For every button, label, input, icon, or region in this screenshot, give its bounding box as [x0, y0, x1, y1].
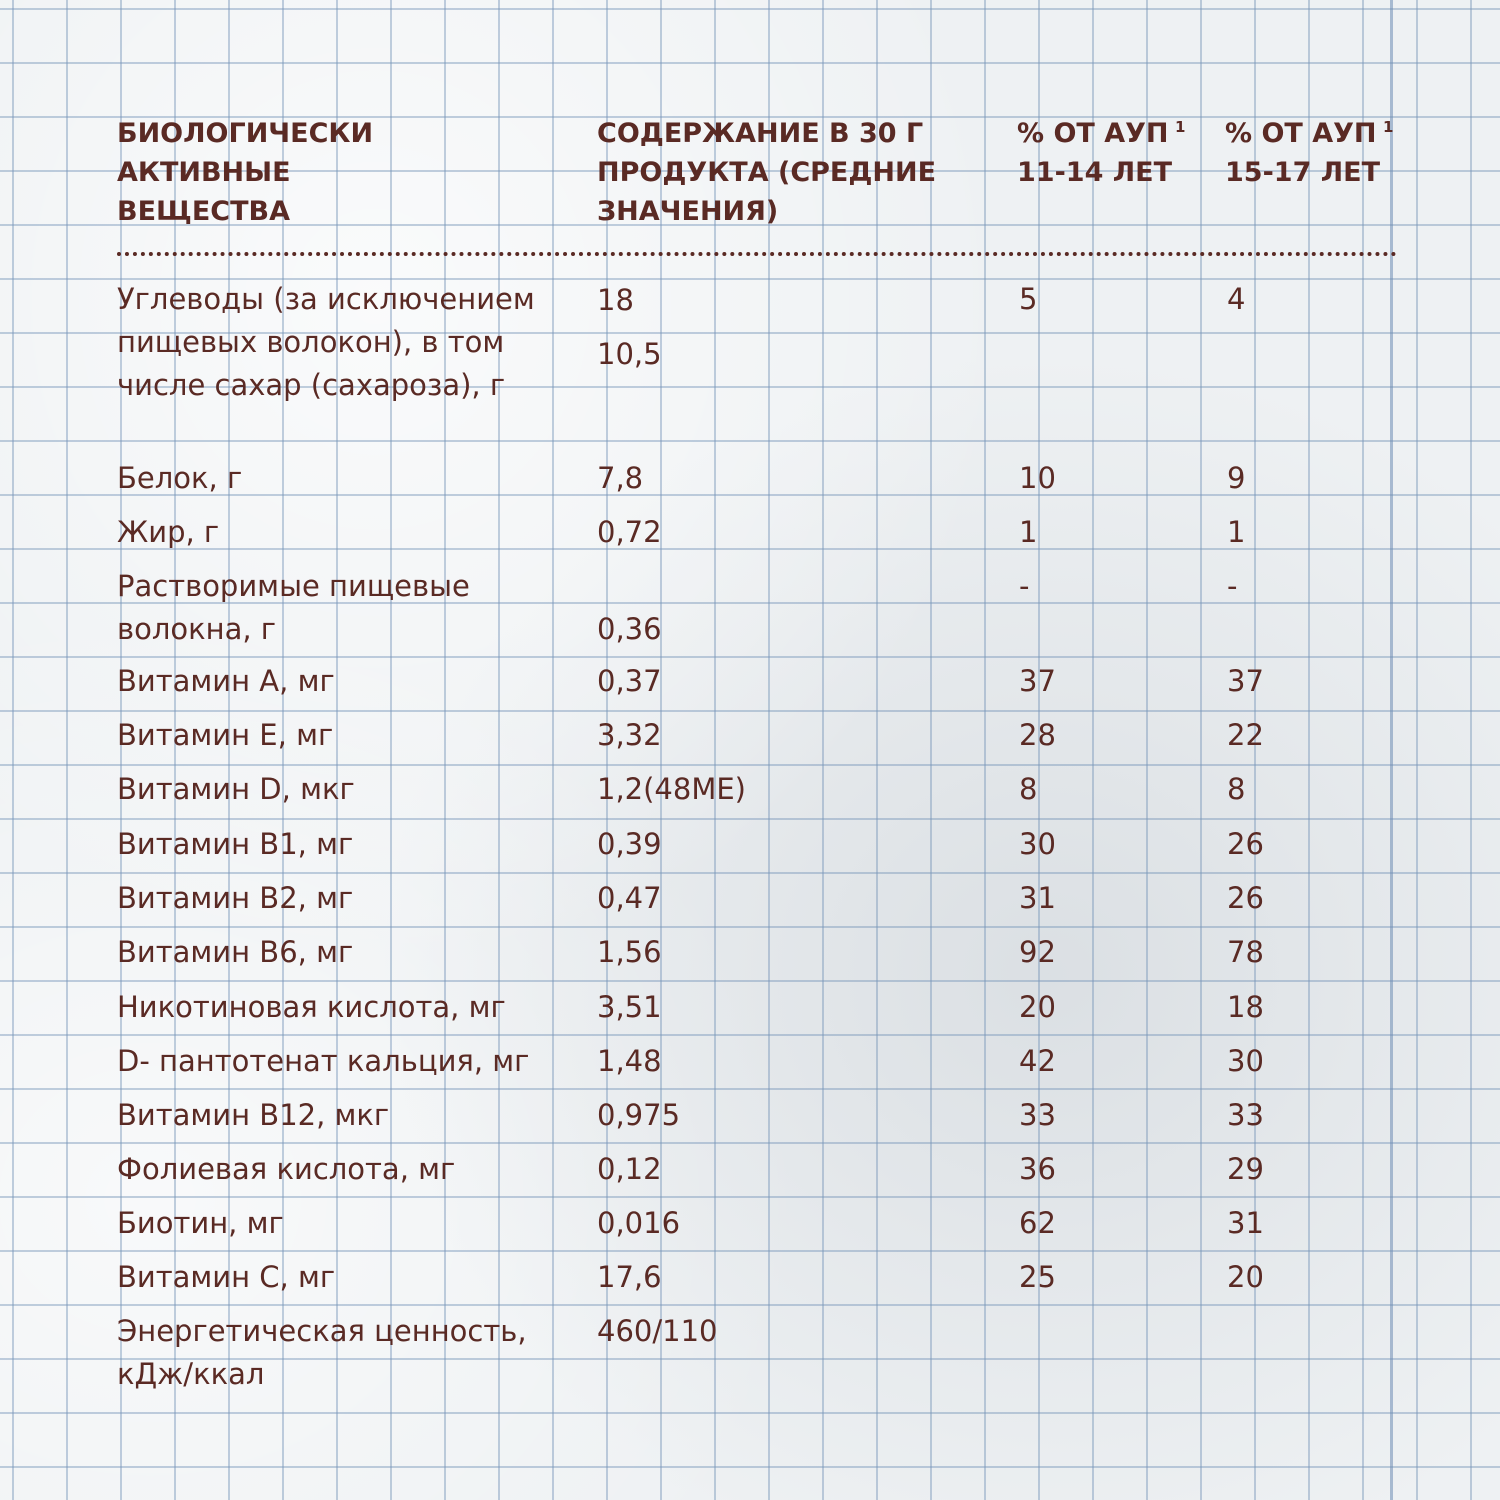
row-value: 0,47 — [597, 881, 662, 915]
row-percent-15-17: 37 — [1227, 664, 1264, 698]
row-percent-15-17: 1 — [1227, 515, 1246, 549]
row-percent-11-14: 5 — [1019, 282, 1038, 316]
dotted-divider — [117, 252, 1397, 256]
row-percent-15-17: 29 — [1227, 1152, 1264, 1186]
row-percent-11-14: 20 — [1019, 990, 1056, 1024]
row-name: Витамин В6, мг — [117, 935, 354, 969]
header-substances: БИОЛОГИЧЕСКИ АКТИВНЫЕ ВЕЩЕСТВА — [117, 118, 374, 227]
row-percent-11-14: 1 — [1019, 515, 1038, 549]
row-name: Фолиевая кислота, мг — [117, 1152, 456, 1186]
row-name: Белок, г — [117, 461, 243, 495]
row-value: 3,32 — [597, 718, 662, 752]
row-value: 1,56 — [597, 935, 662, 969]
row-value: 17,6 — [597, 1260, 662, 1294]
row-percent-11-14: 33 — [1019, 1098, 1056, 1132]
row-percent-11-14: 92 — [1019, 935, 1056, 969]
row-name: Витамин D, мкг — [117, 772, 355, 806]
row-percent-15-17: 31 — [1227, 1206, 1264, 1240]
row-value: 0,37 — [597, 664, 662, 698]
row-name: Витамин С, мг — [117, 1260, 336, 1294]
row-name: Витамин Е, мг — [117, 718, 334, 752]
row-value: 7,8 — [597, 461, 644, 495]
row-name: Жир, г — [117, 515, 220, 549]
row-percent-15-17: 22 — [1227, 718, 1264, 752]
row-percent-15-17: 20 — [1227, 1260, 1264, 1294]
row-percent-11-14: 36 — [1019, 1152, 1056, 1186]
row-value: 18 10,5 — [597, 283, 662, 371]
header-content: СОДЕРЖАНИЕ В 30 Г ПРОДУКТА (СРЕДНИЕ ЗНАЧЕНИЯ) — [597, 118, 937, 227]
row-percent-15-17: 30 — [1227, 1044, 1264, 1078]
row-value: 0,39 — [597, 827, 662, 861]
row-percent-11-14: 37 — [1019, 664, 1056, 698]
row-name: Никотиновая кислота, мг — [117, 990, 506, 1024]
row-percent-15-17: 18 — [1227, 990, 1264, 1024]
row-percent-11-14: 28 — [1019, 718, 1056, 752]
row-percent-11-14: 31 — [1019, 881, 1056, 915]
header-percent-11-14: % ОТ АУП 11-14 ЛЕТ 1 — [1017, 114, 1172, 192]
row-percent-15-17: 26 — [1227, 827, 1264, 861]
row-percent-11-14: 8 — [1019, 772, 1038, 806]
row-percent-15-17: 26 — [1227, 881, 1264, 915]
row-name: Витамин В1, мг — [117, 827, 354, 861]
footnote-marker: 1 — [1383, 118, 1394, 136]
header-percent-15-17: % ОТ АУП 15-17 ЛЕТ 1 — [1225, 114, 1380, 192]
row-name: D- пантотенат кальция, мг — [117, 1044, 530, 1078]
row-value: 3,51 — [597, 990, 662, 1024]
row-percent-15-17: - — [1227, 569, 1238, 603]
row-percent-11-14: 62 — [1019, 1206, 1056, 1240]
row-percent-11-14: - — [1019, 569, 1030, 603]
row-percent-15-17: 8 — [1227, 772, 1246, 806]
row-percent-15-17: 9 — [1227, 461, 1246, 495]
row-value: 0,72 — [597, 515, 662, 549]
row-percent-11-14: 10 — [1019, 461, 1056, 495]
row-percent-15-17: 33 — [1227, 1098, 1264, 1132]
row-name: Витамин В2, мг — [117, 881, 354, 915]
row-name: Энергетическая ценность, кДж/ккал — [117, 1314, 527, 1391]
row-percent-15-17: 78 — [1227, 935, 1264, 969]
row-name: Витамин А, мг — [117, 664, 335, 698]
row-value: 460/110 — [597, 1314, 718, 1348]
footnote-marker: 1 — [1175, 118, 1186, 136]
row-value: 0,12 — [597, 1152, 662, 1186]
row-value: 0,016 — [597, 1206, 681, 1240]
row-percent-11-14: 42 — [1019, 1044, 1056, 1078]
row-name: Витамин В12, мкг — [117, 1098, 390, 1132]
row-percent-11-14: 30 — [1019, 827, 1056, 861]
row-value: 1,48 — [597, 1044, 662, 1078]
row-value: 0,36 — [597, 612, 662, 646]
row-percent-15-17: 4 — [1227, 282, 1246, 316]
row-name: Растворимые пищевые волокна, г — [117, 569, 470, 646]
row-name: Биотин, мг — [117, 1206, 284, 1240]
row-name: Углеводы (за исключением пищевых волокон), в том числе сахар (сахароза), г — [117, 282, 535, 402]
row-value: 0,975 — [597, 1098, 681, 1132]
row-percent-11-14: 25 — [1019, 1260, 1056, 1294]
row-value: 1,2(48МЕ) — [597, 772, 746, 806]
